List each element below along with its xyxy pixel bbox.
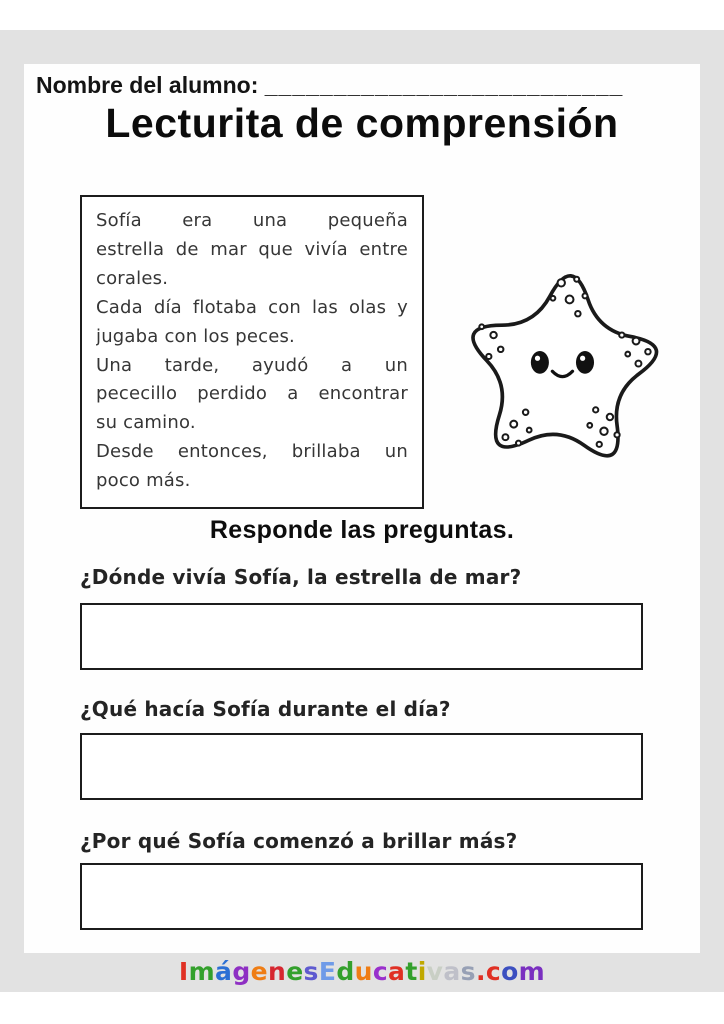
- story-line: poco más.: [96, 470, 191, 492]
- logo-letter: s: [460, 957, 476, 986]
- story-box: [80, 195, 424, 509]
- logo-letter: m: [188, 957, 216, 986]
- logo-letter: d: [336, 957, 355, 986]
- logo-letter: v: [426, 957, 444, 986]
- question-1-label: ¿Dónde vivía Sofía, la estrella de mar?: [80, 565, 522, 589]
- logo-letter: I: [178, 957, 189, 986]
- logo-letter: e: [286, 957, 304, 986]
- left-eye-highlight: [535, 356, 540, 361]
- logo-letter: a: [443, 957, 461, 986]
- story-line: su camino.: [96, 412, 196, 434]
- left-eye: [531, 351, 549, 374]
- student-name-row: [36, 72, 676, 99]
- logo-letter: g: [232, 957, 251, 986]
- story-line: jugaba con los peces.: [96, 325, 295, 347]
- story-line: Sofía era una pequeña: [96, 210, 408, 231]
- logo-letter: u: [354, 957, 373, 986]
- logo-letter: c: [485, 957, 502, 986]
- starfish-illustration: [442, 246, 690, 474]
- story-line: Desde entonces, brillaba un: [96, 441, 408, 463]
- logo-letter: t: [405, 957, 418, 986]
- student-name-label: Nombre del alumno:: [36, 72, 259, 98]
- logo-letter: s: [303, 957, 319, 986]
- logo-letter: á: [215, 957, 233, 986]
- question-3-label: ¿Por qué Sofía comenzó a brillar más?: [80, 829, 518, 853]
- starfish-body: [473, 276, 657, 456]
- site-logo: [0, 953, 724, 990]
- question-2-label: ¿Qué hacía Sofía durante el día?: [80, 697, 451, 721]
- story-line: Cada día flotaba con las olas y: [96, 296, 408, 318]
- worksheet-title: Lecturita de comprensión: [105, 100, 619, 146]
- story-line: pececillo perdido a encontrar: [96, 383, 408, 405]
- section-title: Responde las preguntas.: [209, 516, 515, 544]
- logo-letter: c: [372, 957, 389, 986]
- logo-letter: .: [475, 957, 486, 986]
- answer-box-1[interactable]: [80, 603, 643, 670]
- answer-box-3[interactable]: [80, 863, 643, 930]
- logo-letter: e: [250, 957, 268, 986]
- right-eye-highlight: [580, 356, 585, 361]
- story-line: corales.: [96, 267, 169, 289]
- logo-letter: n: [267, 957, 287, 986]
- story-line: Una tarde, ayudó a un: [96, 354, 408, 376]
- story-line: estrella de mar que vivía entre: [96, 238, 408, 260]
- logo-letter: a: [388, 957, 406, 986]
- student-name-blank-line[interactable]: __________________________: [264, 72, 624, 98]
- right-eye: [576, 351, 594, 374]
- logo-letter: o: [501, 957, 519, 986]
- logo-letter: m: [518, 957, 546, 986]
- logo-letter: i: [417, 957, 427, 986]
- answer-box-2[interactable]: [80, 733, 643, 800]
- logo-letter: E: [318, 957, 337, 986]
